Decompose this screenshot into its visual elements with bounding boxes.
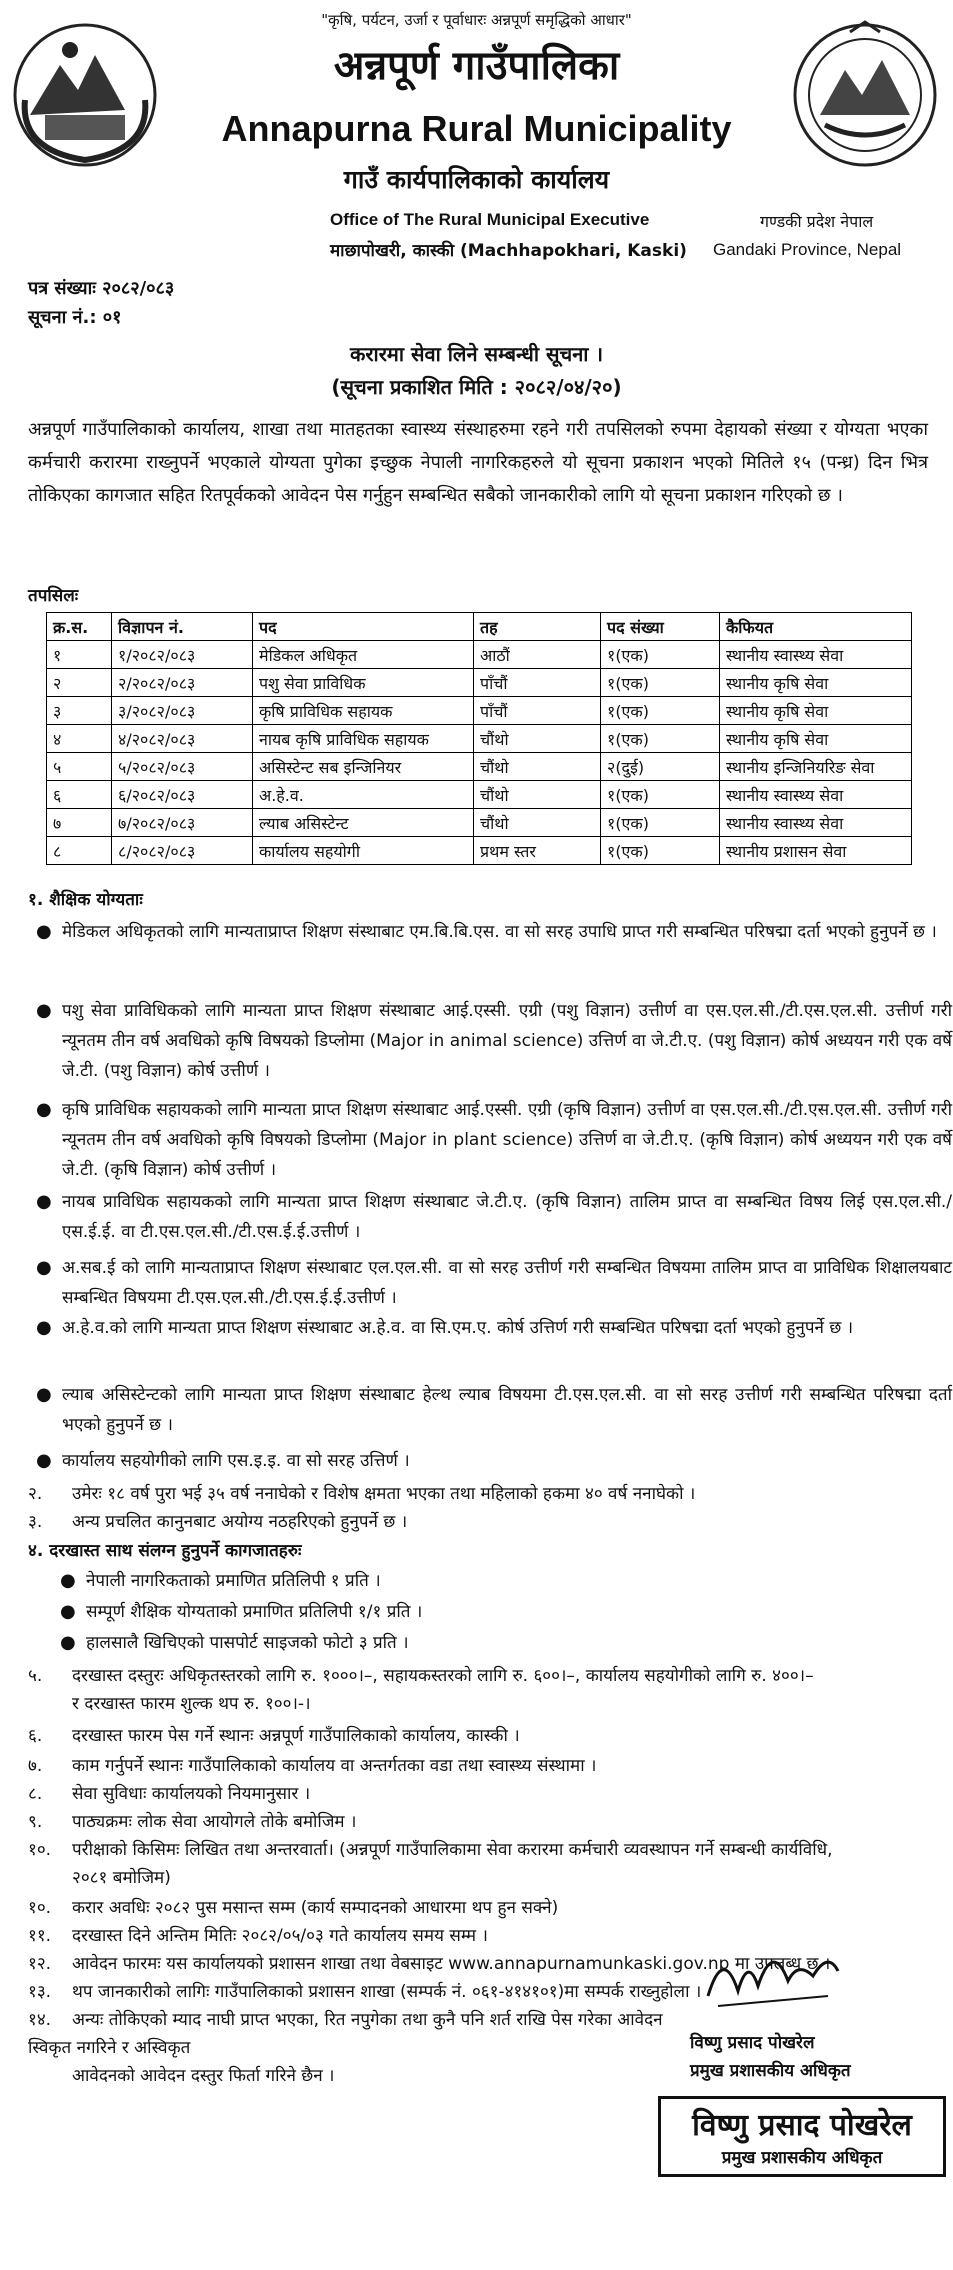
column-header: कैफियत xyxy=(720,613,912,641)
table-header-row xyxy=(47,613,912,641)
exam-type-item xyxy=(28,1836,948,1892)
table-cell: चौंथो xyxy=(474,809,601,837)
letter-number: पत्र संख्याः २०८२/०८३ xyxy=(28,278,175,299)
qualification-text: मेडिकल अधिकृतको लागि मान्यताप्राप्त शिक्षण संस्थाबाट एम.बि.बि.एस. वा सो सरह उपाधि प्राप्त गरी सम्बन्धित परिषद्मा दर्ता भएको हुनुपर्ने छ । xyxy=(62,922,937,942)
table-cell: ५ xyxy=(47,753,112,781)
column-header: पद संख्या xyxy=(601,613,720,641)
item-text: दरखास्त फारम पेस गर्ने स्थानः अन्नपूर्ण गाउँपालिकाको कार्यालय, कास्की । xyxy=(72,1726,520,1746)
table-cell: स्थानीय स्वास्थ्य सेवा xyxy=(720,781,912,809)
item-text: करार अवधिः २०८२ पुस मसान्त सम्म (कार्य सम्पादनको आधारमा थप हुन सक्ने) xyxy=(72,1898,559,1918)
item-text: पाठ्यक्रमः लोक सेवा आयोगले तोके बमोजिम । xyxy=(72,1812,357,1832)
qualification-text: अ.हे.व.को लागि मान्यता प्राप्त शिक्षण संस्थाबाट अ.हे.व. वा सि.एम.ए. कोर्ष उत्तिर्ण गरी सम्बन्धित परिषद्मा दर्ता भएको हुनुपर्ने छ । xyxy=(62,1318,854,1338)
table-cell: नायब कृषि प्राविधिक सहायक xyxy=(253,725,474,753)
qualification-item: ● कार्यालय सहयोगीको लागि एस.इ.इ. वा सो सरह उत्तिर्ण । xyxy=(36,1450,410,1471)
table-cell: ३/२०८२/०८३ xyxy=(112,697,253,725)
qualification-text: कृषि प्राविधिक सहायकको लागि मान्यता प्राप्त शिक्षण संस्थाबाट आई.एस्सी. एग्री (कृषि विज्ञान) उत्तीर्ण वा एस.एल.सी./टी.एस.एल.सी. उत्तीर्ण गरी न्यूनतम तीन वर्ष अवधिको कृषि विषयको डिप्लोमा (Major in plant science) उत्तिर्ण वा जे.टी.ए. (कृषि विज्ञान) कोर्ष अध्ययन गरी एक वर्षे जे.टी. (कृषि विज्ञान) कोर्ष उत्तीर्ण । xyxy=(62,1100,952,1180)
signatory-name: विष्णु प्रसाद पोखरेल xyxy=(690,2033,815,2053)
qualification-text: अ.सब.ई को लागि मान्यताप्राप्त शिक्षण संस्थाबाट एल.एल.सी. वा सो सरह उत्तीर्ण गरी सम्बन्धित विषयमा तालिम प्राप्त वा प्राविधिक शिक्षालयबाट सम्बन्धित विषयमा टी.एस.एल.सी./टी.एस.ई.ई.उत्तीर्ण । xyxy=(62,1258,952,1308)
table-cell: स्थानीय कृषि सेवा xyxy=(720,725,912,753)
item-text: र दरखास्त फारम शुल्क थप रु. १००।-। xyxy=(72,1694,311,1714)
item-text: थप जानकारीको लागिः गाउँपालिकाको प्रशासन शाखा (सम्पर्क नं. ०६१-४१४१०१)मा सम्पर्क राख्नुहोला । xyxy=(72,1982,702,2002)
table-cell: १(एक) xyxy=(601,809,720,837)
document-item: ● सम्पूर्ण शैक्षिक योग्यताको प्रमाणित प्रतिलिपी १/१ प्रति । xyxy=(60,1601,423,1622)
item-text: दरखास्त दिने अन्तिम मितिः २०८२/०५/०३ गते कार्यालय समय सम्म । xyxy=(72,1926,488,1946)
document-text: नेपाली नागरिकताको प्रमाणित प्रतिलिपी १ प्रति । xyxy=(86,1571,381,1591)
table-cell: प्रथम स्तर xyxy=(474,837,601,865)
table-cell: ४/२०८२/०८३ xyxy=(112,725,253,753)
item-text: अन्यः तोकिएको म्याद नाघी प्राप्त भएका, रित नपुगेका तथा कुनै पनि शर्त राखि पेस गरेका आवेदन स्विकृत नगरिने र अस्विकृत xyxy=(28,2010,663,2058)
table-cell: असिस्टेन्ट सब इन्जिनियर xyxy=(253,753,474,781)
age-condition xyxy=(28,1480,948,1508)
table-cell: चौंथो xyxy=(474,781,601,809)
item-number: १०. xyxy=(28,1840,52,1860)
item-text: काम गर्नुपर्ने स्थानः गाउँपालिकाको कार्यालय वा अन्तर्गतका वडा तथा स्वास्थ्य संस्थामा । xyxy=(72,1756,597,1776)
table-cell: ८/२०८२/०८३ xyxy=(112,837,253,865)
table-cell: ७ xyxy=(47,809,112,837)
item-number: ५. xyxy=(28,1666,43,1686)
item-text: दरखास्त दस्तुरः अधिकृतस्तरको लागि रु. १०००।–, सहायकस्तरको लागि रु. ६००।–, कार्यालय सहयोगीको लागि रु. ४००।– xyxy=(72,1666,814,1686)
office-name-english: Office of The Rural Municipal Executive xyxy=(330,210,650,229)
province-nepali: गण्डकी प्रदेश नेपाल xyxy=(760,212,874,231)
table-cell: अ.हे.व. xyxy=(253,781,474,809)
other-item xyxy=(28,2006,708,2090)
table-cell: १(एक) xyxy=(601,697,720,725)
table-row xyxy=(47,837,912,865)
notice-published-date: (सूचना प्रकाशित मिति : २०८२/०४/२०) xyxy=(331,375,622,399)
document-text: सम्पूर्ण शैक्षिक योग्यताको प्रमाणित प्रतिलिपी १/१ प्रति । xyxy=(86,1602,423,1622)
table-cell: ३ xyxy=(47,697,112,725)
qualification-item: ● ल्याब असिस्टेन्टको लागि मान्यता प्राप्त शिक्षण संस्थाबाट हेल्थ ल्याब विषयमा टी.एस.एल.सी. वा सो सरह उत्तीर्ण गरी सम्बन्धित परिषद्मा दर्ता भएको हुनुपर्ने छ । xyxy=(36,1384,952,1435)
province-english: Gandaki Province, Nepal xyxy=(713,240,902,259)
notice-title: करारमा सेवा लिने सम्बन्धी सूचना । xyxy=(349,342,604,366)
office-name-nepali: गाउँ कार्यपालिकाको कार्यालय xyxy=(343,165,610,194)
table-cell: १/२०८२/०८३ xyxy=(112,641,253,669)
table-cell: ७/२०८२/०८३ xyxy=(112,809,253,837)
table-cell: स्थानीय स्वास्थ्य सेवा xyxy=(720,809,912,837)
item-number: ८. xyxy=(28,1784,43,1804)
table-cell: १(एक) xyxy=(601,837,720,865)
slogan: "कृषि, पर्यटन, उर्जा र पूर्वाधारः अन्नपूर्ण समृद्धिको आधार" xyxy=(321,11,632,29)
table-cell: ६/२०८२/०८३ xyxy=(112,781,253,809)
qualification-text: पशु सेवा प्राविधिकको लागि मान्यता प्राप्त शिक्षण संस्थाबाट आई.एस्सी. एग्री (पशु विज्ञान) उत्तीर्ण वा एस.एल.सी./टी.एस.एल.सी. उत्तीर्ण गरी न्यूनतम तीन वर्ष अवधिको कृषि विषयको डिप्लोमा (Major in animal science) उत्तिर्ण वा जे.टी.ए. (पशु विज्ञान) कोर्ष अध्ययन गरी एक वर्षे जे.टी. (पशु विज्ञान) कोर्ष उत्तीर्ण । xyxy=(62,1001,952,1081)
item-number: १३. xyxy=(28,1982,52,2002)
table-cell: स्थानीय इन्जिनियरिङ सेवा xyxy=(720,753,912,781)
signatory-title: प्रमुख प्रशासकीय अधिकृत xyxy=(690,2061,851,2081)
table-cell: १(एक) xyxy=(601,781,720,809)
table-cell: मेडिकल अधिकृत xyxy=(253,641,474,669)
table-cell: आठौं xyxy=(474,641,601,669)
item-number: १४. xyxy=(28,2010,52,2030)
syllabus-item xyxy=(28,1808,948,1836)
stamp-title: प्रमुख प्रशासकीय अधिकृत xyxy=(721,2148,883,2168)
intro-paragraph: अन्नपूर्ण गाउँपालिकाको कार्यालय, शाखा तथा मातहतका स्वास्थ्य संस्थाहरुमा रहने गरी तपसिलको रुपमा देहायको संख्या र योग्यता भएका कर्मचारी करारमा राख्नुपर्ने भएकाले योग्यता पुगेका इच्छुक नेपाली नागरिकहरुले यो सूचना प्रकाशन भएको मितिले १५ (पन्ध्र) दिन भित्र तोकिएका कागजात सहित रितपूर्वकको आवेदन पेस गर्नुहुन सम्बन्धित सबैको जानकारीको लागि यो सूचना प्रकाशन गरिएको छ । xyxy=(28,419,928,506)
table-cell: ४ xyxy=(47,725,112,753)
table-cell: कार्यालय सहयोगी xyxy=(253,837,474,865)
table-row xyxy=(47,669,912,697)
table-cell: २ xyxy=(47,669,112,697)
qualification-item: ● अ.हे.व.को लागि मान्यता प्राप्त शिक्षण संस्थाबाट अ.हे.व. वा सि.एम.ए. कोर्ष उत्तिर्ण गरी सम्बन्धित परिषद्मा दर्ता भएको हुनुपर्ने छ । xyxy=(36,1317,854,1338)
item-number: ९. xyxy=(28,1812,43,1832)
qualification-text: ल्याब असिस्टेन्टको लागि मान्यता प्राप्त शिक्षण संस्थाबाट हेल्थ ल्याब विषयमा टी.एस.एल.सी. वा सो सरह उत्तीर्ण गरी सम्बन्धित परिषद्मा दर्ता भएको हुनुपर्ने छ । xyxy=(62,1385,952,1435)
document-text: हालसालै खिचिएको पासपोर्ट साइजको फोटो ३ प्रति । xyxy=(86,1633,409,1653)
document-item: ● हालसालै खिचिएको पासपोर्ट साइजको फोटो ३ प्रति । xyxy=(60,1632,409,1653)
table-label: तपसिलः xyxy=(28,586,79,606)
document-item: ● नेपाली नागरिकताको प्रमाणित प्रतिलिपी १ प्रति । xyxy=(60,1570,381,1591)
column-header: विज्ञापन नं. xyxy=(112,613,253,641)
contract-period-item xyxy=(28,1894,948,1922)
municipality-name-nepali: अन्नपूर्ण गाउँपालिका xyxy=(333,43,620,89)
fee-item xyxy=(28,1662,948,1718)
qualification-item: ● कृषि प्राविधिक सहायकको लागि मान्यता प्राप्त शिक्षण संस्थाबाट आई.एस्सी. एग्री (कृषि विज्ञान) उत्तीर्ण वा एस.एल.सी./टी.एस.एल.सी. उत्तीर्ण गरी न्यूनतम तीन वर्ष अवधिको कृषि विषयको डिप्लोमा (Major in plant science) उत्तिर्ण वा जे.टी.ए. (कृषि विज्ञान) कोर्ष अध्ययन गरी एक वर्षे जे.टी. (कृषि विज्ञान) कोर्ष उत्तीर्ण । xyxy=(36,1099,952,1180)
law-condition xyxy=(28,1508,948,1536)
table-cell: स्थानीय प्रशासन सेवा xyxy=(720,837,912,865)
documents-heading: ४. दरखास्त साथ संलग्न हुनुपर्ने कागजातहरुः xyxy=(28,1541,302,1561)
table-cell: पशु सेवा प्राविधिक xyxy=(253,669,474,697)
benefits-item xyxy=(28,1780,948,1808)
table-row xyxy=(47,809,912,837)
table-cell: ८ xyxy=(47,837,112,865)
table-cell: पाँचौं xyxy=(474,697,601,725)
item-number: १०. xyxy=(28,1898,52,1918)
table-cell: ल्याब असिस्टेन्ट xyxy=(253,809,474,837)
positions-table xyxy=(46,612,912,865)
item-text: परीक्षाको किसिमः लिखित तथा अन्तरवार्ता। (अन्नपूर्ण गाउँपालिकामा सेवा करारमा कर्मचारी व्यवस्थापन गर्ने सम्बन्धी कार्यविधि, xyxy=(72,1840,833,1860)
item-text: २०८१ बमोजिम) xyxy=(72,1868,171,1888)
table-row xyxy=(47,725,912,753)
table-cell: १(एक) xyxy=(601,641,720,669)
qualifications-heading: १. शैक्षिक योग्यताः xyxy=(28,890,143,910)
table-cell: ५/२०८२/०८३ xyxy=(112,753,253,781)
item-number: ११. xyxy=(28,1926,52,1946)
stamp-name: विष्णु प्रसाद पोखरेल xyxy=(692,2108,912,2143)
notice-number: सूचना नं.: ०१ xyxy=(28,307,122,328)
office-address: माछापोखरी, कास्की (Machhapokhari, Kaski) xyxy=(330,241,687,261)
qualification-text: कार्यालय सहयोगीको लागि एस.इ.इ. वा सो सरह उत्तिर्ण । xyxy=(62,1451,410,1471)
table-cell: कृषि प्राविधिक सहायक xyxy=(253,697,474,725)
table-cell: २/२०८२/०८३ xyxy=(112,669,253,697)
work-place-item xyxy=(28,1752,948,1780)
item-text: आवेदनको आवेदन दस्तुर फिर्ता गरिने छैन । xyxy=(72,2066,335,2086)
table-cell: २(दुई) xyxy=(601,753,720,781)
item-text: अन्य प्रचलित कानुनबाट अयोग्य नठहरिएको हुनुपर्ने छ । xyxy=(72,1512,408,1532)
item-number: ७. xyxy=(28,1756,43,1776)
item-number: ३. xyxy=(28,1512,43,1532)
table-cell: स्थानीय कृषि सेवा xyxy=(720,697,912,725)
submission-place-item xyxy=(28,1722,948,1750)
table-row xyxy=(47,753,912,781)
item-text: आवेदन फारमः यस कार्यालयको प्रशासन शाखा तथा वेबसाइट www.annapurnamunkaski.gov.np मा उपलब्ध छ । xyxy=(72,1954,831,1974)
item-text: सेवा सुविधाः कार्यालयको नियमानुसार । xyxy=(72,1784,311,1804)
table-cell: स्थानीय स्वास्थ्य सेवा xyxy=(720,641,912,669)
table-row xyxy=(47,697,912,725)
table-cell: १(एक) xyxy=(601,669,720,697)
table-row xyxy=(47,781,912,809)
item-number: २. xyxy=(28,1484,43,1504)
column-header: पद xyxy=(253,613,474,641)
item-number: ६. xyxy=(28,1726,43,1746)
item-text: उमेरः १८ वर्ष पुरा भई ३५ वर्ष ननाघेको र विशेष क्षमता भएका तथा महिलाको हकमा ४० वर्ष ननाघेको । xyxy=(72,1484,696,1504)
municipality-name-english: Annapurna Rural Municipality xyxy=(221,108,732,149)
table-cell: ६ xyxy=(47,781,112,809)
qualification-item: ● पशु सेवा प्राविधिकको लागि मान्यता प्राप्त शिक्षण संस्थाबाट आई.एस्सी. एग्री (पशु विज्ञान) उत्तीर्ण वा एस.एल.सी./टी.एस.एल.सी. उत्तीर्ण गरी न्यूनतम तीन वर्ष अवधिको कृषि विषयको डिप्लोमा (Major in animal science) उत्तिर्ण वा जे.टी.ए. (पशु विज्ञान) कोर्ष अध्ययन गरी एक वर्षे जे.टी. (पशु विज्ञान) कोर्ष उत्तीर्ण । xyxy=(36,1000,952,1081)
column-header: तह xyxy=(474,613,601,641)
table-row xyxy=(47,641,912,669)
table-cell: चौंथो xyxy=(474,753,601,781)
table-cell: पाँचौं xyxy=(474,669,601,697)
qualification-item: ● मेडिकल अधिकृतको लागि मान्यताप्राप्त शिक्षण संस्थाबाट एम.बि.बि.एस. वा सो सरह उपाधि प्राप्त गरी सम्बन्धित परिषद्मा दर्ता भएको हुनुपर्ने छ । xyxy=(36,921,937,942)
table-cell: चौंथो xyxy=(474,725,601,753)
table-cell: १(एक) xyxy=(601,725,720,753)
qualification-text: नायब प्राविधिक सहायकको लागि मान्यता प्राप्त शिक्षण संस्थाबाट जे.टी.ए. (कृषि विज्ञान) तालिम प्राप्त वा सम्बन्धित विषय लिई एस.एल.सी./एस.ई.ई. वा टी.एस.एल.सी./टी.एस.ई.ई.उत्तीर्ण । xyxy=(62,1192,952,1242)
column-header: क्र.स. xyxy=(47,613,112,641)
table-cell: १ xyxy=(47,641,112,669)
handwritten-signature xyxy=(698,1936,848,2016)
qualification-item: ● अ.सब.ई को लागि मान्यताप्राप्त शिक्षण संस्थाबाट एल.एल.सी. वा सो सरह उत्तीर्ण गरी सम्बन्धित विषयमा तालिम प्राप्त वा प्राविधिक शिक्षालयबाट सम्बन्धित विषयमा टी.एस.एल.सी./टी.एस.ई.ई.उत्तीर्ण । xyxy=(36,1257,952,1308)
table-cell: स्थानीय कृषि सेवा xyxy=(720,669,912,697)
item-number: १२. xyxy=(28,1954,52,1974)
qualification-item: ● नायब प्राविधिक सहायकको लागि मान्यता प्राप्त शिक्षण संस्थाबाट जे.टी.ए. (कृषि विज्ञान) तालिम प्राप्त वा सम्बन्धित विषय लिई एस.एल.सी./एस.ई.ई. वा टी.एस.एल.सी./टी.एस.ई.ई.उत्तीर्ण । xyxy=(36,1191,952,1242)
